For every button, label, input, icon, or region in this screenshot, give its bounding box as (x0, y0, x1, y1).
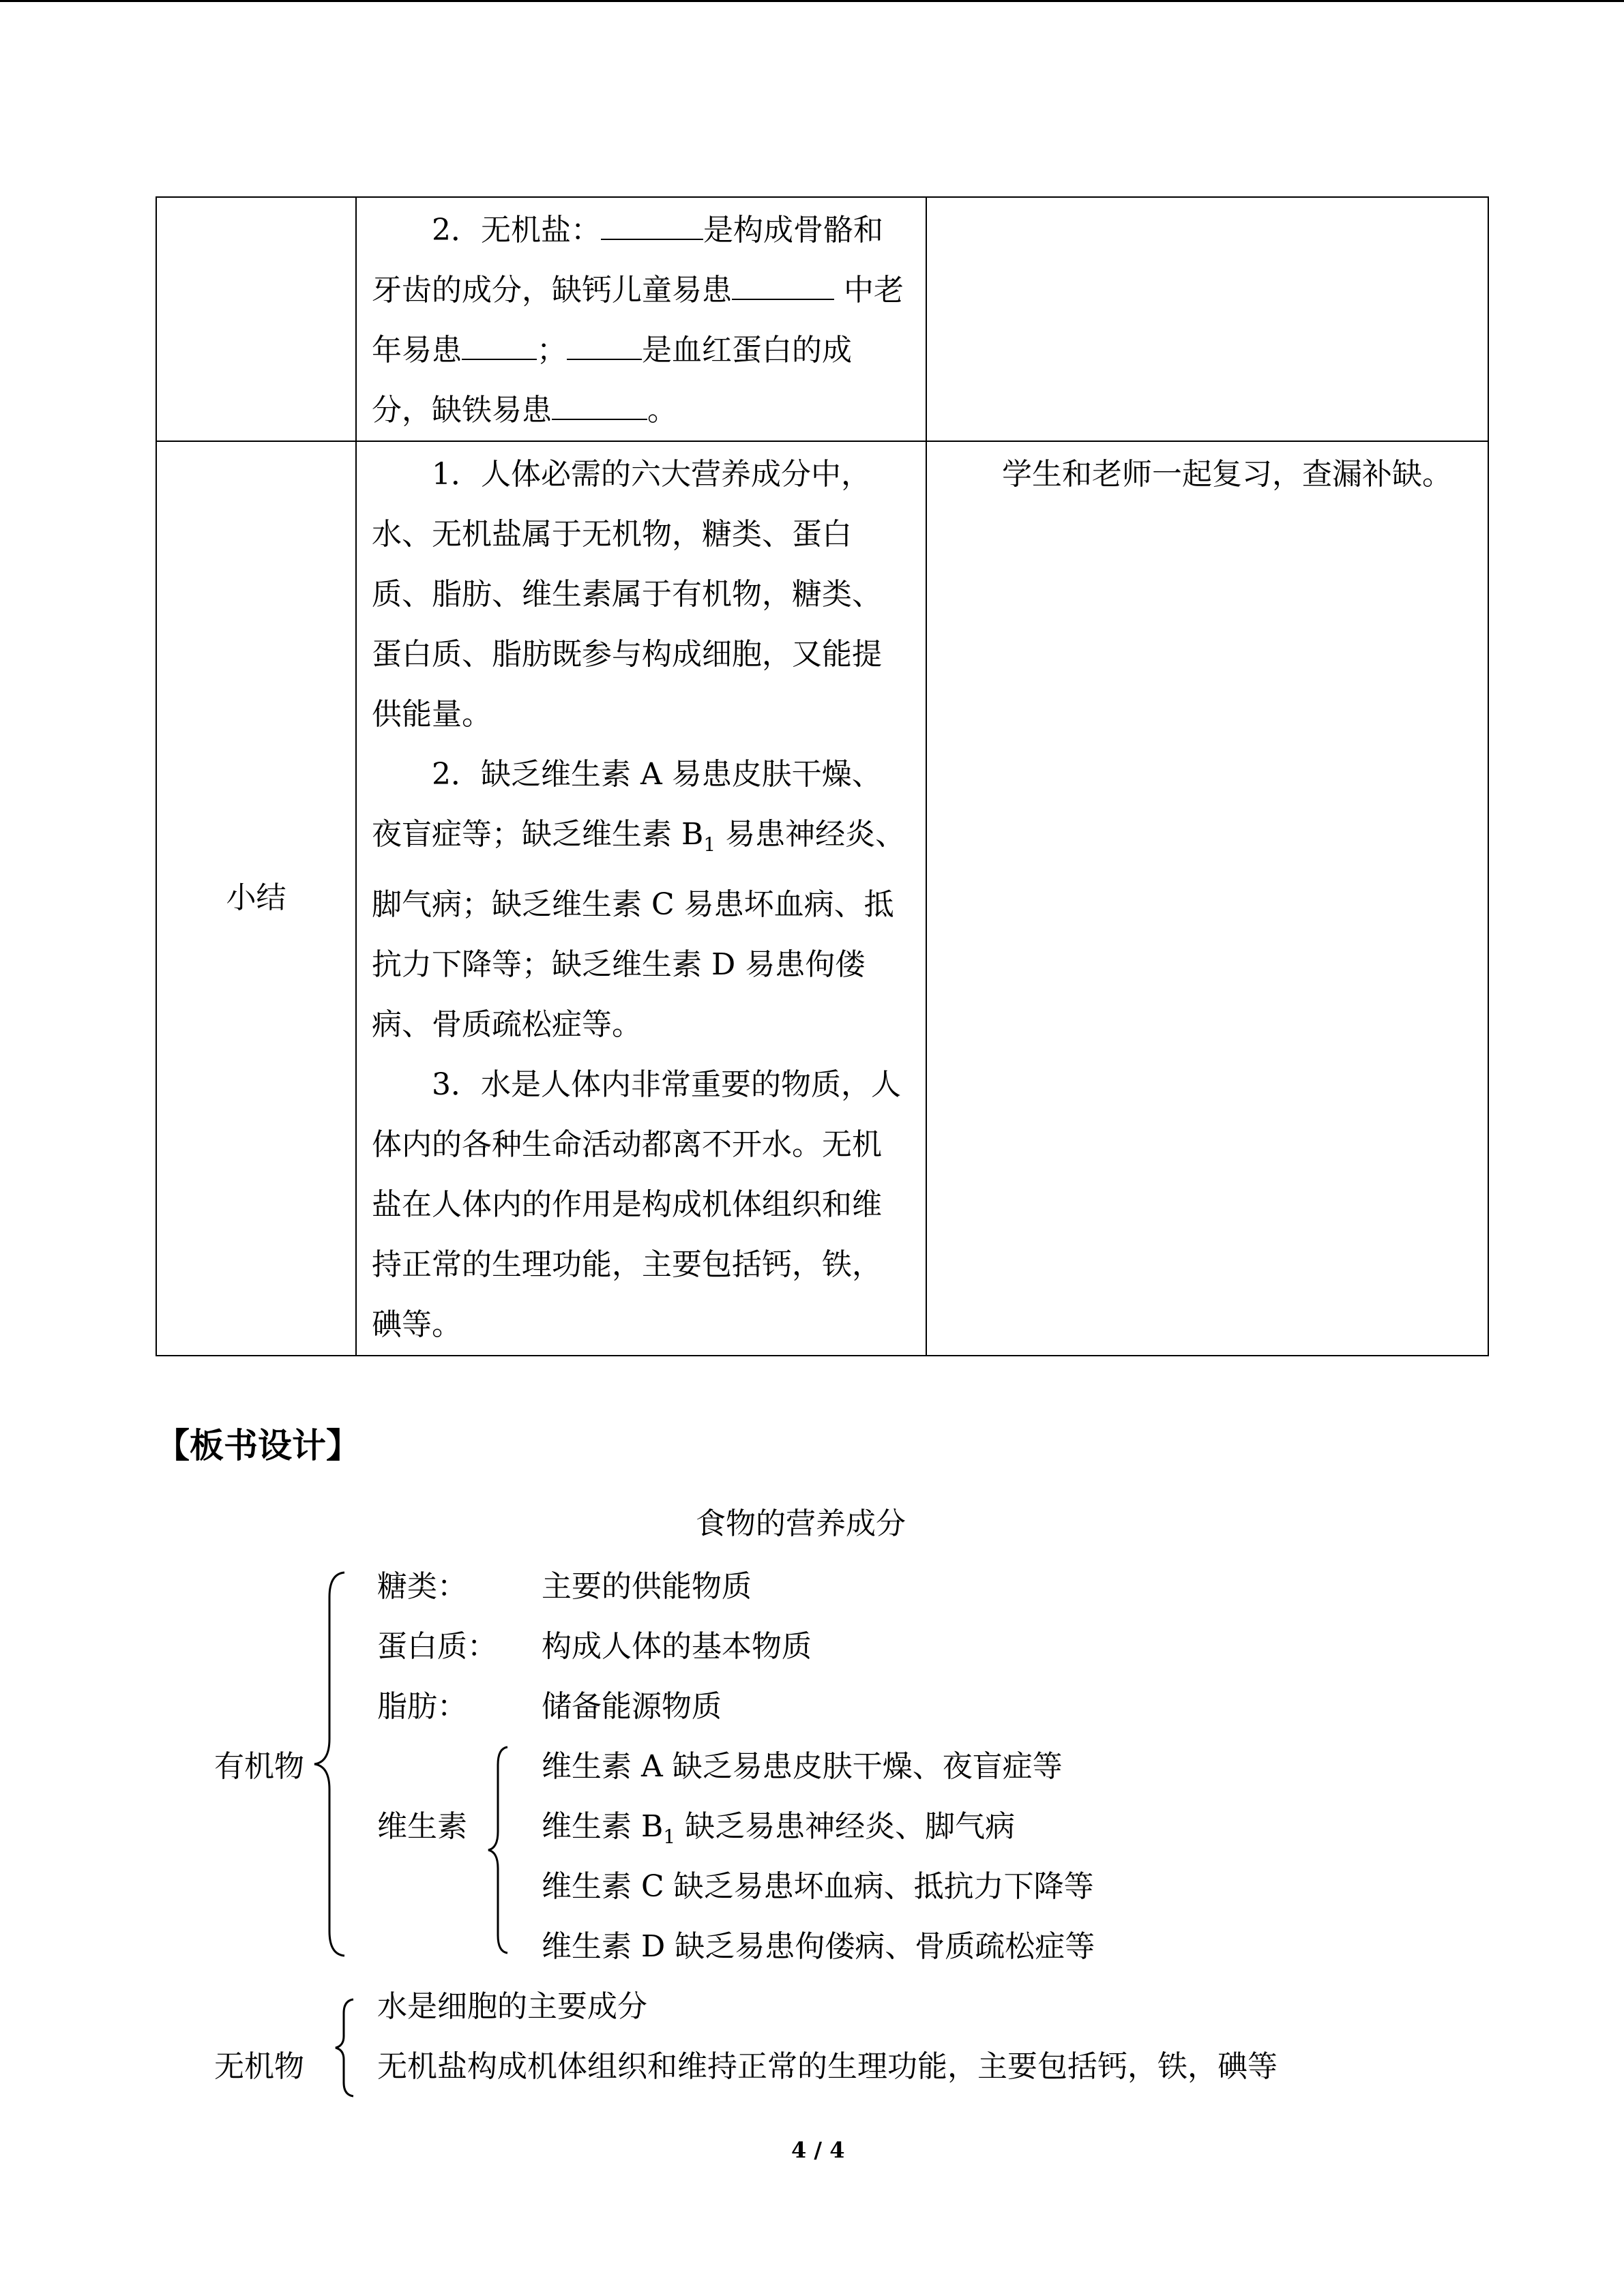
inorganic-salt-semicolon: ； (537, 333, 567, 368)
summary-label: 小结 (156, 441, 356, 1356)
review-note: 学生和老师一起复习，查漏补缺。 (1002, 457, 1452, 492)
table-row (156, 197, 1488, 441)
page-number: 4 / 4 (791, 2137, 845, 2163)
vitamin-a-line: 维生素 A 缺乏易患皮肤干燥、夜盲症等 (542, 1749, 1063, 1784)
inorganic-salt-text-2: 中老年易患 (372, 273, 904, 368)
organic-item-desc: 构成人体的基本物质 (542, 1629, 812, 1664)
organic-item-name: 蛋白质： (377, 1629, 497, 1664)
lesson-table (156, 196, 1489, 1356)
right-cell-empty (926, 197, 1488, 441)
board-title: 食物的营养成分 (696, 1506, 906, 1541)
content-cell (356, 197, 926, 441)
vitamin-d-line: 维生素 D 缺乏易患佝偻病、骨质疏松症等 (542, 1929, 1095, 1964)
vitamin-label: 维生素 (377, 1809, 467, 1844)
inorganic-label: 无机物 (214, 2049, 304, 2084)
blank-field (732, 273, 834, 300)
organic-item-name: 脂肪： (377, 1689, 467, 1724)
organic-item-name: 糖类： (377, 1569, 467, 1604)
organic-item-desc: 储备能源物质 (542, 1689, 722, 1724)
inorganic-item: 水是细胞的主要成分 (377, 1989, 647, 2024)
inorganic-salt-lead: 2．无机盐： (432, 213, 601, 248)
organic-brace (310, 1570, 351, 1958)
blank-field (601, 213, 703, 240)
row-label-empty (156, 197, 356, 441)
summary-paragraph-2: 2．缺乏维生素 A 易患皮肤干燥、夜盲症等；缺乏维生素 $B_1$ 易患神经炎、脚气病；缺乏维生素 C 易患坏血病、抵抗力下降等；缺乏维生素 D 易患佝偻病、骨质疏松症等。 (372, 757, 906, 1042)
vitamin-c-line: 维生素 C 缺乏易患坏血病、抵抗力下降等 (542, 1869, 1094, 1904)
inorganic-salt-text-3: 是血红蛋白的成分，缺铁易患 (372, 333, 852, 428)
inorganic-salt-text-1: 是构成骨骼和牙齿的成分，缺钙儿童易患 (372, 213, 883, 308)
organic-item-desc: 主要的供能物质 (542, 1569, 752, 1604)
blank-field (567, 333, 642, 360)
summary-right-cell (926, 441, 1488, 1356)
organic-label: 有机物 (214, 1749, 304, 1784)
blank-field (462, 333, 537, 360)
summary-paragraph-3: 3．水是人体内非常重要的物质，人体内的各种生命活动都离不开水。无机盐在人体内的作用是构成机体组织和维持正常的生理功能，主要包括钙，铁，碘等。 (372, 1067, 901, 1342)
vitamin-b1-line: 维生素 $B_1$ 缺乏易患神经炎、脚气病 (542, 1809, 1016, 1848)
summary-paragraph-1: 1．人体必需的六大营养成分中，水、无机盐属于无机物，糖类、蛋白质、脂肪、维生素属于有机物，糖类、蛋白质、脂肪既参与构成细胞，又能提供能量。 (372, 457, 882, 732)
vitamin-brace (486, 1744, 513, 1956)
inorganic-brace (333, 1997, 360, 2099)
table-row (156, 441, 1488, 1356)
top-rule (0, 0, 1624, 2)
inorganic-salt-end: 。 (647, 393, 677, 428)
inorganic-item: 无机盐构成机体组织和维持正常的生理功能，主要包括钙，铁，碘等 (377, 2049, 1278, 2084)
blank-field (552, 393, 647, 420)
summary-content-cell (356, 441, 926, 1356)
board-design-heading: 【板书设计】 (156, 1425, 360, 1465)
